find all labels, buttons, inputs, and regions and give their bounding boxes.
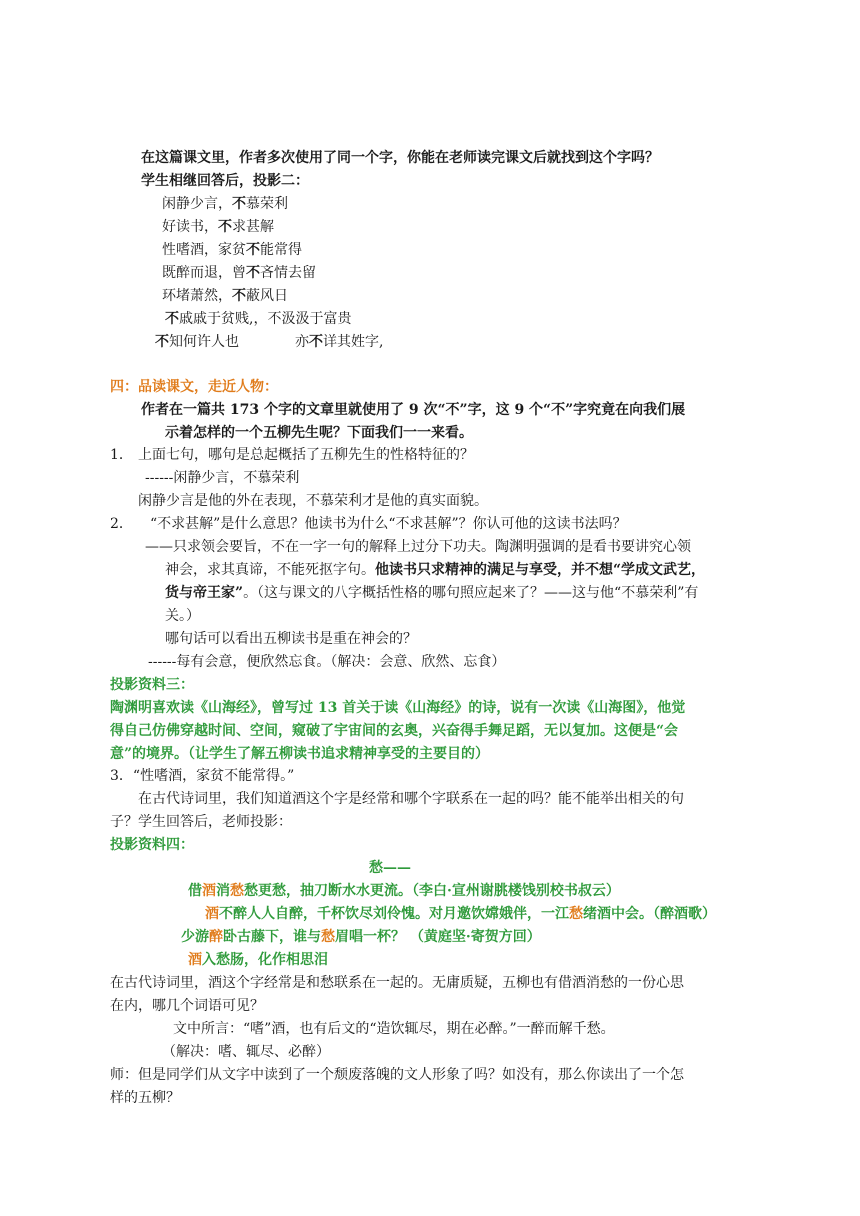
projection2-line: 亦不详其姓字, xyxy=(295,334,384,350)
q2-sub-answer: ------每有会意，便欣然忘食。（解决：会意、欣然、忘食） xyxy=(148,654,506,670)
projection3-text: 意”的境界。（让学生了解五柳读书追求精神享受的主要目的） xyxy=(110,746,490,762)
q1-answer: ------闲静少言，不慕荣利 xyxy=(145,470,300,486)
q3-heading: 3．“性嗜酒，家贫不能常得。” xyxy=(110,768,295,784)
projection4-center: 愁—— xyxy=(369,860,411,876)
projection2-line: 不知何许人也 xyxy=(155,334,239,350)
q2-number: 2． xyxy=(110,516,133,532)
poem-line: 借酒消愁愁更愁，抽刀断水水更流。（李白·宣州谢朓楼饯别校书叔云） xyxy=(188,883,620,899)
body-text: 师：但是同学们从文字中读到了一个颓废落魄的文人形象了吗？如没有，那么你读出了一个怎 xyxy=(110,1067,684,1083)
projection2-line: 闲静少言，不慕荣利 xyxy=(162,196,288,212)
q1-note: 闲静少言是他的外在表现，不慕荣利才是他的真实面貌。 xyxy=(138,493,488,509)
body-text: 样的五柳？ xyxy=(110,1090,180,1106)
projection3-text: 得自己仿佛穿越时间、空间，窥破了宇宙间的玄奥，兴奋得手舞足蹈，无以复加。这便是“会 xyxy=(110,723,679,739)
projection3-text: 陶渊明喜欢读《山海经》，曾写过 13 首关于读《山海经》的诗，说有一次读《山海图》，他觉 xyxy=(110,700,686,716)
poem-line: 酒不醉人人自醉，千杯饮尽刘伶愧。对月邀饮嫦娥伴，一江愁绪酒中会。（醉酒歌） xyxy=(205,906,716,922)
projection3-title: 投影资料三： xyxy=(110,677,194,693)
body-text: （解决：嗜、辄尽、必醉） xyxy=(162,1044,330,1060)
projection2-line: 不戚戚于贫贱,，不汲汲于富贵 xyxy=(165,311,352,327)
body-text: 文中所言：“嗜”酒，也有后文的“造饮辄尽，期在必醉。”一醉而解千愁。 xyxy=(173,1021,615,1037)
section4-intro: 示着怎样的一个五柳先生呢？下面我们一一来看。 xyxy=(165,425,473,441)
section4-intro: 作者在一篇共 173 个字的文章里就使用了 9 次“不”字，这 9 个“不”字究竟在向我们展 xyxy=(141,402,686,418)
intro-question: 在这篇课文里，作者多次使用了同一个字，你能在老师读完课文后就找到这个字吗？ xyxy=(141,150,659,166)
q2-answer: ——只求领会要旨，不在一字一句的解释上过分下功夫。陶渊明强调的是看书要讲究心领 xyxy=(145,539,691,555)
projection2-line: 性嗜酒，家贫不能常得 xyxy=(162,242,302,258)
poem-line: 酒入愁肠，化作相思泪 xyxy=(188,952,328,968)
q1-number: 1． xyxy=(110,447,133,463)
section4-title: 四：品读课文，走近人物： xyxy=(110,379,278,395)
projection2-line: 好读书，不求甚解 xyxy=(162,219,274,235)
q2-text: “不求甚解”是什么意思？他读书为什么“不求甚解”？你认可他的这读书法吗？ xyxy=(150,516,627,532)
q1-text: 上面七句，哪句是总起概括了五柳先生的性格特征的？ xyxy=(138,447,474,463)
body-text: 在古代诗词里，酒这个字经常是和愁联系在一起的。无庸质疑，五柳也有借酒消愁的一份心思 xyxy=(110,975,684,991)
q3-text: 在古代诗词里，我们知道酒这个字是经常和哪个字联系在一起的吗？能不能举出相关的句 xyxy=(138,791,684,807)
projection2-line: 环堵萧然，不蔽风日 xyxy=(162,288,288,304)
body-text: 在内，哪几个词语可见？ xyxy=(110,998,264,1014)
q2-answer: 关。） xyxy=(165,608,200,624)
q2-sub-question: 哪句话可以看出五柳读书是重在神会的？ xyxy=(165,631,417,647)
projection2-line: 既醉而退，曾不吝情去留 xyxy=(162,265,316,281)
q2-answer: 神会，求其真谛，不能死抠字句。他读书只求精神的满足与享受，并不想“学成文武艺， xyxy=(165,562,706,578)
intro-projection-label: 学生相继回答后，投影二： xyxy=(141,173,309,189)
q2-answer: 货与帝王家”。（这与课文的八字概括性格的哪句照应起来了？——这与他“不慕荣利”有 xyxy=(165,585,699,601)
projection4-title: 投影资料四： xyxy=(110,837,194,853)
poem-line: 少游醉卧古藤下，谁与愁眉唱一杯？ （黄庭坚·寄贺方回） xyxy=(181,929,541,945)
q3-text: 子？学生回答后，老师投影： xyxy=(110,814,292,830)
